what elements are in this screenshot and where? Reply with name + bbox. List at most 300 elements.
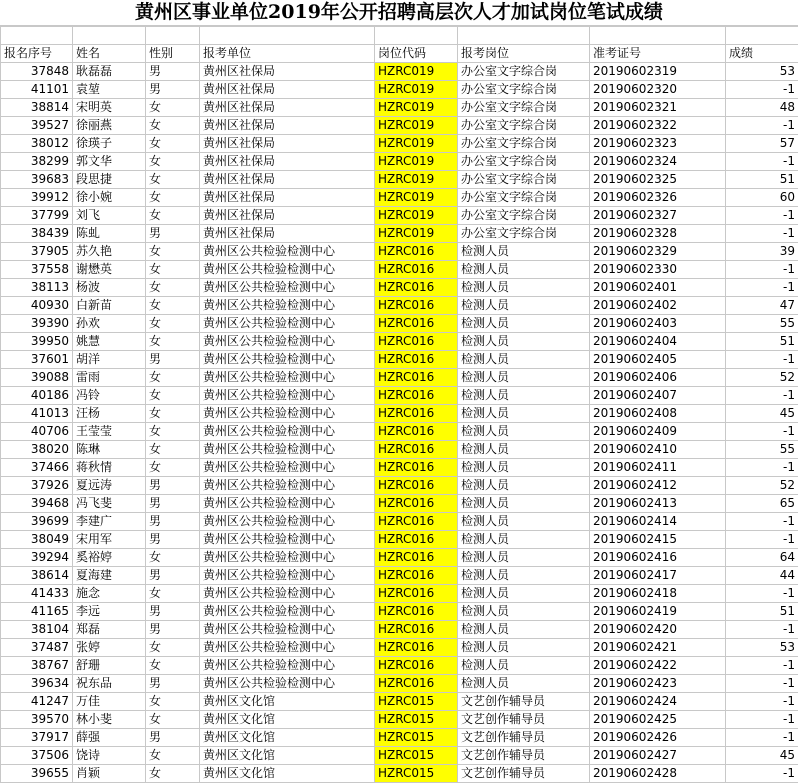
cell-post[interactable]: 检测人员	[458, 315, 590, 333]
cell-post-code[interactable]: HZRC016	[375, 315, 458, 333]
cell-reg-no[interactable]: 37799	[1, 207, 73, 225]
cell-ticket-no[interactable]: 20190602324	[590, 153, 726, 171]
cell-score[interactable]: -1	[726, 207, 798, 225]
cell-post-code[interactable]: HZRC016	[375, 495, 458, 513]
cell-score[interactable]: 51	[726, 333, 798, 351]
cell-unit[interactable]: 黄州区公共检验检测中心	[200, 603, 375, 621]
cell-post[interactable]: 办公室文字综合岗	[458, 63, 590, 81]
cell-unit[interactable]: 黄州区社保局	[200, 153, 375, 171]
header-cell[interactable]: 报名序号	[1, 45, 73, 63]
cell-unit[interactable]: 黄州区公共检验检测中心	[200, 639, 375, 657]
cell-reg-no[interactable]: 38299	[1, 153, 73, 171]
cell-reg-no[interactable]: 38012	[1, 135, 73, 153]
cell-ticket-no[interactable]: 20190602415	[590, 531, 726, 549]
cell-post-code[interactable]: HZRC015	[375, 693, 458, 711]
cell-ticket-no[interactable]: 20190602321	[590, 99, 726, 117]
cell-post-code[interactable]: HZRC019	[375, 189, 458, 207]
cell-post-code[interactable]: HZRC019	[375, 153, 458, 171]
cell-name[interactable]: 冯飞斐	[73, 495, 146, 513]
cell-score[interactable]: -1	[726, 153, 798, 171]
cell-ticket-no[interactable]: 20190602322	[590, 117, 726, 135]
cell-name[interactable]: 宋用军	[73, 531, 146, 549]
cell-name[interactable]: 苏久艳	[73, 243, 146, 261]
cell-ticket-no[interactable]: 20190602426	[590, 729, 726, 747]
cell-post[interactable]: 检测人员	[458, 261, 590, 279]
cell-name[interactable]: 夏远涛	[73, 477, 146, 495]
cell-reg-no[interactable]: 39294	[1, 549, 73, 567]
cell-ticket-no[interactable]: 20190602409	[590, 423, 726, 441]
cell-reg-no[interactable]: 39527	[1, 117, 73, 135]
cell-score[interactable]: 45	[726, 747, 798, 765]
cell-gender[interactable]: 女	[146, 333, 200, 351]
cell-ticket-no[interactable]: 20190602421	[590, 639, 726, 657]
cell-post[interactable]: 文艺创作辅导员	[458, 747, 590, 765]
cell-ticket-no[interactable]: 20190602428	[590, 765, 726, 783]
cell-name[interactable]: 祝东品	[73, 675, 146, 693]
cell-post-code[interactable]: HZRC016	[375, 351, 458, 369]
cell-name[interactable]: 蒋秋情	[73, 459, 146, 477]
cell-post[interactable]: 办公室文字综合岗	[458, 171, 590, 189]
cell-gender[interactable]: 女	[146, 117, 200, 135]
cell-post[interactable]: 办公室文字综合岗	[458, 153, 590, 171]
cell-post-code[interactable]: HZRC016	[375, 297, 458, 315]
cell-score[interactable]: 39	[726, 243, 798, 261]
cell-ticket-no[interactable]: 20190602412	[590, 477, 726, 495]
cell-reg-no[interactable]: 38614	[1, 567, 73, 585]
header-cell[interactable]: 姓名	[73, 45, 146, 63]
cell-reg-no[interactable]: 37466	[1, 459, 73, 477]
cell-reg-no[interactable]: 39699	[1, 513, 73, 531]
cell-score[interactable]: -1	[726, 279, 798, 297]
cell-gender[interactable]: 女	[146, 297, 200, 315]
cell-reg-no[interactable]: 37917	[1, 729, 73, 747]
cell-score[interactable]: -1	[726, 729, 798, 747]
cell-ticket-no[interactable]: 20190602403	[590, 315, 726, 333]
cell-ticket-no[interactable]: 20190602404	[590, 333, 726, 351]
cell-reg-no[interactable]: 40706	[1, 423, 73, 441]
cell-gender[interactable]: 男	[146, 603, 200, 621]
cell-post[interactable]: 检测人员	[458, 567, 590, 585]
cell-post-code[interactable]: HZRC016	[375, 423, 458, 441]
cell-name[interactable]: 王莹莹	[73, 423, 146, 441]
cell-ticket-no[interactable]: 20190602402	[590, 297, 726, 315]
cell-reg-no[interactable]: 37506	[1, 747, 73, 765]
cell-post[interactable]: 检测人员	[458, 603, 590, 621]
cell-reg-no[interactable]: 37905	[1, 243, 73, 261]
cell-post-code[interactable]: HZRC016	[375, 585, 458, 603]
cell-post-code[interactable]: HZRC016	[375, 243, 458, 261]
cell-post[interactable]: 检测人员	[458, 459, 590, 477]
cell-unit[interactable]: 黄州区公共检验检测中心	[200, 459, 375, 477]
cell-name[interactable]: 刘飞	[73, 207, 146, 225]
cell-score[interactable]: 55	[726, 441, 798, 459]
cell-ticket-no[interactable]: 20190602323	[590, 135, 726, 153]
cell-name[interactable]: 薛强	[73, 729, 146, 747]
cell-post-code[interactable]: HZRC015	[375, 711, 458, 729]
cell-score[interactable]: -1	[726, 693, 798, 711]
cell-score[interactable]: 51	[726, 603, 798, 621]
cell-post-code[interactable]: HZRC016	[375, 333, 458, 351]
cell-unit[interactable]: 黄州区文化馆	[200, 765, 375, 783]
cell-score[interactable]: 57	[726, 135, 798, 153]
cell-post[interactable]: 检测人员	[458, 513, 590, 531]
cell-unit[interactable]: 黄州区社保局	[200, 81, 375, 99]
cell-name[interactable]: 徐小婉	[73, 189, 146, 207]
cell-post-code[interactable]: HZRC016	[375, 279, 458, 297]
cell-gender[interactable]: 女	[146, 639, 200, 657]
cell-name[interactable]: 雷雨	[73, 369, 146, 387]
cell-reg-no[interactable]: 39088	[1, 369, 73, 387]
cell-unit[interactable]: 黄州区公共检验检测中心	[200, 315, 375, 333]
cell-unit[interactable]: 黄州区社保局	[200, 99, 375, 117]
cell-unit[interactable]: 黄州区文化馆	[200, 711, 375, 729]
cell-name[interactable]: 万佳	[73, 693, 146, 711]
cell-reg-no[interactable]: 38767	[1, 657, 73, 675]
cell-ticket-no[interactable]: 20190602411	[590, 459, 726, 477]
cell-reg-no[interactable]: 40930	[1, 297, 73, 315]
cell-gender[interactable]: 男	[146, 225, 200, 243]
cell-ticket-no[interactable]: 20190602423	[590, 675, 726, 693]
cell-gender[interactable]: 男	[146, 513, 200, 531]
cell-ticket-no[interactable]: 20190602328	[590, 225, 726, 243]
cell-unit[interactable]: 黄州区公共检验检测中心	[200, 333, 375, 351]
cell-reg-no[interactable]: 37487	[1, 639, 73, 657]
cell-gender[interactable]: 女	[146, 315, 200, 333]
cell-reg-no[interactable]: 39912	[1, 189, 73, 207]
cell-post-code[interactable]: HZRC016	[375, 603, 458, 621]
cell-reg-no[interactable]: 38020	[1, 441, 73, 459]
cell-post-code[interactable]: HZRC019	[375, 225, 458, 243]
cell-name[interactable]: 林小斐	[73, 711, 146, 729]
cell-score[interactable]: 45	[726, 405, 798, 423]
cell-post-code[interactable]: HZRC016	[375, 675, 458, 693]
cell-ticket-no[interactable]: 20190602416	[590, 549, 726, 567]
cell-gender[interactable]: 女	[146, 153, 200, 171]
cell-name[interactable]: 徐丽燕	[73, 117, 146, 135]
cell-reg-no[interactable]: 39634	[1, 675, 73, 693]
cell-post[interactable]: 文艺创作辅导员	[458, 765, 590, 783]
cell-score[interactable]: -1	[726, 585, 798, 603]
cell-ticket-no[interactable]: 20190602326	[590, 189, 726, 207]
cell-score[interactable]: -1	[726, 765, 798, 783]
cell-post[interactable]: 办公室文字综合岗	[458, 99, 590, 117]
cell-post-code[interactable]: HZRC016	[375, 261, 458, 279]
cell-unit[interactable]: 黄州区公共检验检测中心	[200, 675, 375, 693]
cell-score[interactable]: 51	[726, 171, 798, 189]
cell-unit[interactable]: 黄州区公共检验检测中心	[200, 585, 375, 603]
cell-name[interactable]: 段思捷	[73, 171, 146, 189]
cell-score[interactable]: -1	[726, 621, 798, 639]
cell-post-code[interactable]: HZRC019	[375, 117, 458, 135]
cell-ticket-no[interactable]: 20190602424	[590, 693, 726, 711]
cell-post[interactable]: 检测人员	[458, 423, 590, 441]
cell-name[interactable]: 肖颖	[73, 765, 146, 783]
cell-reg-no[interactable]: 39468	[1, 495, 73, 513]
cell-name[interactable]: 杨波	[73, 279, 146, 297]
cell-post[interactable]: 检测人员	[458, 351, 590, 369]
cell-unit[interactable]: 黄州区社保局	[200, 171, 375, 189]
cell-score[interactable]: 53	[726, 639, 798, 657]
cell-name[interactable]: 白新苗	[73, 297, 146, 315]
cell-post-code[interactable]: HZRC015	[375, 765, 458, 783]
cell-unit[interactable]: 黄州区公共检验检测中心	[200, 297, 375, 315]
cell-score[interactable]: 60	[726, 189, 798, 207]
cell-reg-no[interactable]: 39570	[1, 711, 73, 729]
cell-unit[interactable]: 黄州区公共检验检测中心	[200, 387, 375, 405]
cell-name[interactable]: 郭文华	[73, 153, 146, 171]
cell-unit[interactable]: 黄州区公共检验检测中心	[200, 441, 375, 459]
cell-ticket-no[interactable]: 20190602327	[590, 207, 726, 225]
cell-ticket-no[interactable]: 20190602406	[590, 369, 726, 387]
cell-gender[interactable]: 女	[146, 171, 200, 189]
cell-name[interactable]: 冯铃	[73, 387, 146, 405]
cell-ticket-no[interactable]: 20190602408	[590, 405, 726, 423]
cell-ticket-no[interactable]: 20190602425	[590, 711, 726, 729]
cell-name[interactable]: 夏海建	[73, 567, 146, 585]
cell-post[interactable]: 文艺创作辅导员	[458, 711, 590, 729]
cell-name[interactable]: 舒珊	[73, 657, 146, 675]
cell-gender[interactable]: 女	[146, 369, 200, 387]
cell-gender[interactable]: 女	[146, 747, 200, 765]
cell-gender[interactable]: 男	[146, 675, 200, 693]
cell-post[interactable]: 办公室文字综合岗	[458, 117, 590, 135]
cell-reg-no[interactable]: 41247	[1, 693, 73, 711]
cell-post-code[interactable]: HZRC015	[375, 747, 458, 765]
cell-post[interactable]: 检测人员	[458, 333, 590, 351]
cell-reg-no[interactable]: 38104	[1, 621, 73, 639]
cell-ticket-no[interactable]: 20190602329	[590, 243, 726, 261]
cell-reg-no[interactable]: 38814	[1, 99, 73, 117]
cell-name[interactable]: 李建广	[73, 513, 146, 531]
cell-unit[interactable]: 黄州区文化馆	[200, 693, 375, 711]
cell-ticket-no[interactable]: 20190602410	[590, 441, 726, 459]
cell-ticket-no[interactable]: 20190602319	[590, 63, 726, 81]
cell-score[interactable]: -1	[726, 387, 798, 405]
cell-reg-no[interactable]: 38113	[1, 279, 73, 297]
cell-post[interactable]: 文艺创作辅导员	[458, 729, 590, 747]
cell-name[interactable]: 奚裕婷	[73, 549, 146, 567]
cell-ticket-no[interactable]: 20190602420	[590, 621, 726, 639]
cell-score[interactable]: -1	[726, 225, 798, 243]
cell-name[interactable]: 郑磊	[73, 621, 146, 639]
cell-gender[interactable]: 男	[146, 531, 200, 549]
cell-reg-no[interactable]: 39950	[1, 333, 73, 351]
cell-gender[interactable]: 女	[146, 711, 200, 729]
cell-post[interactable]: 检测人员	[458, 387, 590, 405]
cell-gender[interactable]: 女	[146, 585, 200, 603]
cell-post[interactable]: 检测人员	[458, 495, 590, 513]
header-cell[interactable]: 报考岗位	[458, 45, 590, 63]
cell-gender[interactable]: 女	[146, 279, 200, 297]
cell-score[interactable]: -1	[726, 117, 798, 135]
cell-ticket-no[interactable]: 20190602325	[590, 171, 726, 189]
cell-score[interactable]: -1	[726, 531, 798, 549]
cell-score[interactable]: 47	[726, 297, 798, 315]
header-cell[interactable]: 成绩	[726, 45, 798, 63]
cell-ticket-no[interactable]: 20190602401	[590, 279, 726, 297]
cell-post-code[interactable]: HZRC019	[375, 135, 458, 153]
cell-unit[interactable]: 黄州区公共检验检测中心	[200, 423, 375, 441]
cell-post-code[interactable]: HZRC016	[375, 369, 458, 387]
cell-post[interactable]: 检测人员	[458, 621, 590, 639]
cell-post[interactable]: 检测人员	[458, 405, 590, 423]
cell-unit[interactable]: 黄州区文化馆	[200, 729, 375, 747]
cell-reg-no[interactable]: 37848	[1, 63, 73, 81]
cell-unit[interactable]: 黄州区公共检验检测中心	[200, 243, 375, 261]
cell-unit[interactable]: 黄州区社保局	[200, 225, 375, 243]
cell-unit[interactable]: 黄州区公共检验检测中心	[200, 477, 375, 495]
cell-post[interactable]: 检测人员	[458, 369, 590, 387]
cell-unit[interactable]: 黄州区公共检验检测中心	[200, 531, 375, 549]
cell-name[interactable]: 孙欢	[73, 315, 146, 333]
cell-ticket-no[interactable]: 20190602422	[590, 657, 726, 675]
cell-name[interactable]: 宋明英	[73, 99, 146, 117]
cell-unit[interactable]: 黄州区公共检验检测中心	[200, 405, 375, 423]
cell-name[interactable]: 姚慧	[73, 333, 146, 351]
cell-post[interactable]: 办公室文字综合岗	[458, 81, 590, 99]
cell-unit[interactable]: 黄州区公共检验检测中心	[200, 513, 375, 531]
cell-name[interactable]: 李远	[73, 603, 146, 621]
cell-post-code[interactable]: HZRC016	[375, 657, 458, 675]
cell-unit[interactable]: 黄州区公共检验检测中心	[200, 261, 375, 279]
cell-unit[interactable]: 黄州区社保局	[200, 63, 375, 81]
cell-name[interactable]: 陈琳	[73, 441, 146, 459]
cell-reg-no[interactable]: 37926	[1, 477, 73, 495]
cell-ticket-no[interactable]: 20190602330	[590, 261, 726, 279]
cell-post-code[interactable]: HZRC019	[375, 171, 458, 189]
cell-score[interactable]: -1	[726, 459, 798, 477]
cell-score[interactable]: -1	[726, 711, 798, 729]
cell-gender[interactable]: 男	[146, 621, 200, 639]
cell-gender[interactable]: 男	[146, 63, 200, 81]
cell-reg-no[interactable]: 39390	[1, 315, 73, 333]
cell-post[interactable]: 检测人员	[458, 675, 590, 693]
cell-post[interactable]: 检测人员	[458, 441, 590, 459]
cell-score[interactable]: -1	[726, 657, 798, 675]
cell-ticket-no[interactable]: 20190602414	[590, 513, 726, 531]
cell-score[interactable]: 52	[726, 369, 798, 387]
cell-name[interactable]: 胡洋	[73, 351, 146, 369]
cell-post[interactable]: 检测人员	[458, 585, 590, 603]
cell-ticket-no[interactable]: 20190602418	[590, 585, 726, 603]
cell-post-code[interactable]: HZRC016	[375, 531, 458, 549]
cell-post[interactable]: 办公室文字综合岗	[458, 189, 590, 207]
cell-name[interactable]: 施念	[73, 585, 146, 603]
cell-gender[interactable]: 女	[146, 657, 200, 675]
cell-unit[interactable]: 黄州区公共检验检测中心	[200, 549, 375, 567]
cell-gender[interactable]: 女	[146, 405, 200, 423]
header-cell[interactable]: 岗位代码	[375, 45, 458, 63]
header-cell[interactable]: 性别	[146, 45, 200, 63]
cell-post-code[interactable]: HZRC016	[375, 639, 458, 657]
cell-post-code[interactable]: HZRC016	[375, 441, 458, 459]
cell-reg-no[interactable]: 37558	[1, 261, 73, 279]
cell-gender[interactable]: 女	[146, 693, 200, 711]
cell-unit[interactable]: 黄州区公共检验检测中心	[200, 657, 375, 675]
cell-gender[interactable]: 女	[146, 423, 200, 441]
cell-score[interactable]: -1	[726, 675, 798, 693]
cell-gender[interactable]: 女	[146, 549, 200, 567]
cell-name[interactable]: 饶诗	[73, 747, 146, 765]
cell-post-code[interactable]: HZRC016	[375, 477, 458, 495]
cell-gender[interactable]: 女	[146, 243, 200, 261]
cell-score[interactable]: 64	[726, 549, 798, 567]
cell-gender[interactable]: 男	[146, 729, 200, 747]
cell-post-code[interactable]: HZRC015	[375, 729, 458, 747]
cell-post[interactable]: 办公室文字综合岗	[458, 207, 590, 225]
cell-gender[interactable]: 男	[146, 477, 200, 495]
cell-gender[interactable]: 女	[146, 207, 200, 225]
cell-unit[interactable]: 黄州区公共检验检测中心	[200, 369, 375, 387]
cell-ticket-no[interactable]: 20190602419	[590, 603, 726, 621]
cell-gender[interactable]: 男	[146, 351, 200, 369]
cell-score[interactable]: 44	[726, 567, 798, 585]
cell-unit[interactable]: 黄州区公共检验检测中心	[200, 621, 375, 639]
cell-ticket-no[interactable]: 20190602407	[590, 387, 726, 405]
cell-gender[interactable]: 女	[146, 99, 200, 117]
cell-score[interactable]: -1	[726, 81, 798, 99]
cell-ticket-no[interactable]: 20190602417	[590, 567, 726, 585]
cell-unit[interactable]: 黄州区公共检验检测中心	[200, 279, 375, 297]
cell-post-code[interactable]: HZRC016	[375, 387, 458, 405]
cell-post[interactable]: 办公室文字综合岗	[458, 135, 590, 153]
header-cell[interactable]: 报考单位	[200, 45, 375, 63]
cell-reg-no[interactable]: 39683	[1, 171, 73, 189]
cell-score[interactable]: 53	[726, 63, 798, 81]
cell-post[interactable]: 检测人员	[458, 477, 590, 495]
cell-gender[interactable]: 女	[146, 387, 200, 405]
cell-ticket-no[interactable]: 20190602405	[590, 351, 726, 369]
cell-post[interactable]: 检测人员	[458, 297, 590, 315]
cell-post[interactable]: 检测人员	[458, 243, 590, 261]
cell-score[interactable]: 55	[726, 315, 798, 333]
cell-reg-no[interactable]: 41165	[1, 603, 73, 621]
cell-score[interactable]: 48	[726, 99, 798, 117]
cell-gender[interactable]: 女	[146, 459, 200, 477]
cell-name[interactable]: 谢懋英	[73, 261, 146, 279]
cell-gender[interactable]: 女	[146, 261, 200, 279]
cell-score[interactable]: -1	[726, 351, 798, 369]
cell-unit[interactable]: 黄州区公共检验检测中心	[200, 495, 375, 513]
cell-unit[interactable]: 黄州区社保局	[200, 117, 375, 135]
cell-reg-no[interactable]: 41433	[1, 585, 73, 603]
cell-reg-no[interactable]: 38439	[1, 225, 73, 243]
cell-score[interactable]: -1	[726, 513, 798, 531]
header-cell[interactable]: 准考证号	[590, 45, 726, 63]
cell-post-code[interactable]: HZRC019	[375, 207, 458, 225]
cell-gender[interactable]: 女	[146, 441, 200, 459]
cell-reg-no[interactable]: 38049	[1, 531, 73, 549]
cell-name[interactable]: 徐瑛子	[73, 135, 146, 153]
cell-post-code[interactable]: HZRC016	[375, 549, 458, 567]
cell-reg-no[interactable]: 37601	[1, 351, 73, 369]
cell-post[interactable]: 文艺创作辅导员	[458, 693, 590, 711]
cell-gender[interactable]: 女	[146, 189, 200, 207]
cell-post-code[interactable]: HZRC019	[375, 81, 458, 99]
cell-name[interactable]: 耿磊磊	[73, 63, 146, 81]
cell-name[interactable]: 袁堃	[73, 81, 146, 99]
cell-score[interactable]: 52	[726, 477, 798, 495]
cell-reg-no[interactable]: 39655	[1, 765, 73, 783]
cell-post[interactable]: 检测人员	[458, 657, 590, 675]
cell-post[interactable]: 检测人员	[458, 549, 590, 567]
cell-gender[interactable]: 男	[146, 567, 200, 585]
cell-post-code[interactable]: HZRC016	[375, 405, 458, 423]
cell-ticket-no[interactable]: 20190602413	[590, 495, 726, 513]
cell-score[interactable]: -1	[726, 261, 798, 279]
cell-name[interactable]: 张婷	[73, 639, 146, 657]
cell-post[interactable]: 检测人员	[458, 639, 590, 657]
